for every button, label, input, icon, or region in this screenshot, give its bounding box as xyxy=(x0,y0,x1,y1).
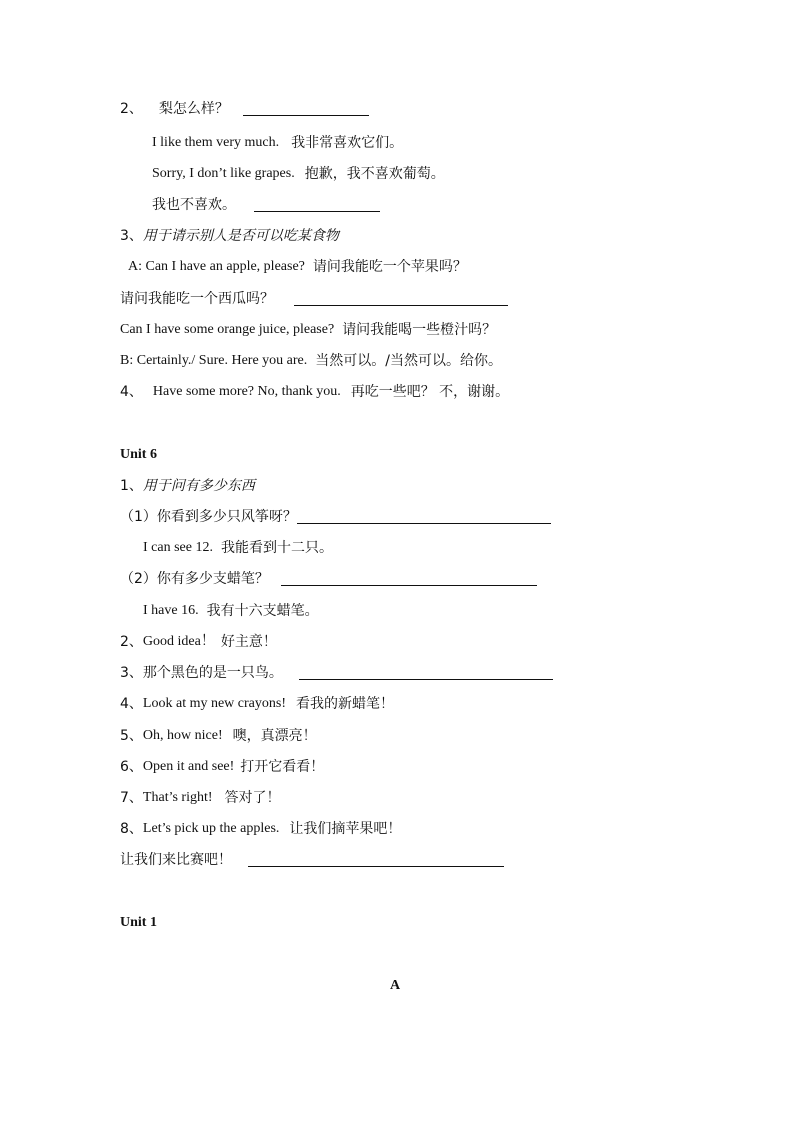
section-letter-text: A xyxy=(390,978,401,993)
item-number: 3、 xyxy=(120,665,143,681)
item-number: 2、 xyxy=(120,634,143,650)
example-line xyxy=(120,694,394,714)
question-line xyxy=(120,850,504,870)
item-number: 4、 xyxy=(120,384,143,400)
english-text: Open it and see! xyxy=(142,759,235,774)
item-number: 6、 xyxy=(120,759,143,775)
unit-title: Unit 6 xyxy=(120,447,157,462)
dialogue-line xyxy=(128,257,467,277)
english-text: I have 16. xyxy=(143,603,199,618)
english-text: That’s right! xyxy=(142,790,213,805)
english-text: Good idea！ xyxy=(142,634,215,649)
english-text: A: Can I have an apple, please? xyxy=(128,259,305,274)
example-line xyxy=(120,726,317,746)
question-line xyxy=(120,289,508,309)
item-number: 3、 xyxy=(120,228,143,244)
chinese-text: 当然可以。/当然可以。给你。 xyxy=(315,353,502,369)
english-text: Oh, how nice! xyxy=(142,728,223,743)
english-text: Let’s pick up the apples. xyxy=(142,821,280,836)
chinese-text: 让我们摘苹果吧！ xyxy=(289,821,402,837)
section-heading xyxy=(120,476,255,496)
english-text: Have some more? No, thank you. xyxy=(152,384,341,399)
example-line xyxy=(120,632,277,652)
answer-blank[interactable] xyxy=(243,101,369,116)
item-number: 8、 xyxy=(120,821,143,837)
chinese-text: 你看到多少只风筝呀？ xyxy=(156,509,297,525)
chinese-text: 看我的新蜡笔！ xyxy=(296,696,394,712)
unit-heading xyxy=(120,445,157,465)
english-text: Sorry, I don’t like grapes. xyxy=(152,166,295,181)
item-number: 1、 xyxy=(120,478,143,494)
answer-blank[interactable] xyxy=(299,665,553,680)
answer-blank[interactable] xyxy=(254,197,380,212)
example-line xyxy=(143,601,319,621)
chinese-text: 好主意！ xyxy=(220,634,277,650)
dialogue-line xyxy=(120,320,496,340)
answer-blank[interactable] xyxy=(248,852,504,867)
chinese-text: 梨怎么样？ xyxy=(158,101,229,117)
chinese-text: 噢，真漂亮！ xyxy=(232,728,317,744)
english-text: Look at my new crayons! xyxy=(142,696,286,711)
english-text: Can I have some orange juice, please? xyxy=(120,322,335,337)
chinese-text: 你有多少支蜡笔？ xyxy=(156,571,269,587)
example-line xyxy=(152,133,403,153)
item-number: （1） xyxy=(120,509,157,525)
chinese-text: 打开它看看！ xyxy=(240,759,325,775)
chinese-text: 让我们来比赛吧！ xyxy=(120,852,232,868)
example-line xyxy=(120,819,401,839)
chinese-text: 那个黑色的是一只鸟。 xyxy=(142,665,283,681)
dialogue-line xyxy=(120,351,502,371)
question-line xyxy=(120,569,537,589)
example-line xyxy=(152,164,445,184)
chinese-text: 请问我能吃一个西瓜吗？ xyxy=(120,291,274,307)
english-text: I can see 12. xyxy=(143,540,213,555)
answer-blank[interactable] xyxy=(297,509,551,524)
item-number: 7、 xyxy=(120,790,143,806)
unit-heading xyxy=(120,913,157,933)
chinese-text: 我非常喜欢它们。 xyxy=(291,135,404,151)
example-line xyxy=(120,788,281,808)
question-line xyxy=(152,195,380,215)
section-description: 用于问有多少东西 xyxy=(142,478,255,494)
answer-blank[interactable] xyxy=(294,291,508,306)
chinese-text: 答对了！ xyxy=(224,790,281,806)
section-heading xyxy=(120,226,339,246)
item-number: 4、 xyxy=(120,696,143,712)
question-line xyxy=(120,663,553,683)
answer-blank[interactable] xyxy=(281,571,537,586)
question-line xyxy=(120,507,551,527)
question-line-pear xyxy=(120,99,369,119)
chinese-text: 抱歉，我不喜欢葡萄。 xyxy=(304,166,445,182)
chinese-text: 我也不喜欢。 xyxy=(152,197,236,213)
example-line xyxy=(143,538,333,558)
chinese-text: 再吃一些吧？ 不，谢谢。 xyxy=(350,384,510,400)
chinese-text: 我能看到十二只。 xyxy=(220,540,333,556)
item-number: （2） xyxy=(120,571,157,587)
chinese-text: 请问我能喝一些橙汁吗？ xyxy=(342,322,497,338)
chinese-text: 请问我能吃一个苹果吗？ xyxy=(312,259,467,275)
item-number: 5、 xyxy=(120,728,143,744)
chinese-text: 我有十六支蜡笔。 xyxy=(206,603,319,619)
section-description: 用于请示别人是否可以吃某食物 xyxy=(142,228,339,244)
unit-title: Unit 1 xyxy=(120,915,157,930)
english-text: B: Certainly./ Sure. Here you are. xyxy=(120,353,308,368)
section-letter xyxy=(390,976,400,996)
example-line xyxy=(120,382,509,402)
english-text: I like them very much. xyxy=(152,135,280,150)
item-number: 2、 xyxy=(120,101,143,117)
example-line xyxy=(120,757,324,777)
